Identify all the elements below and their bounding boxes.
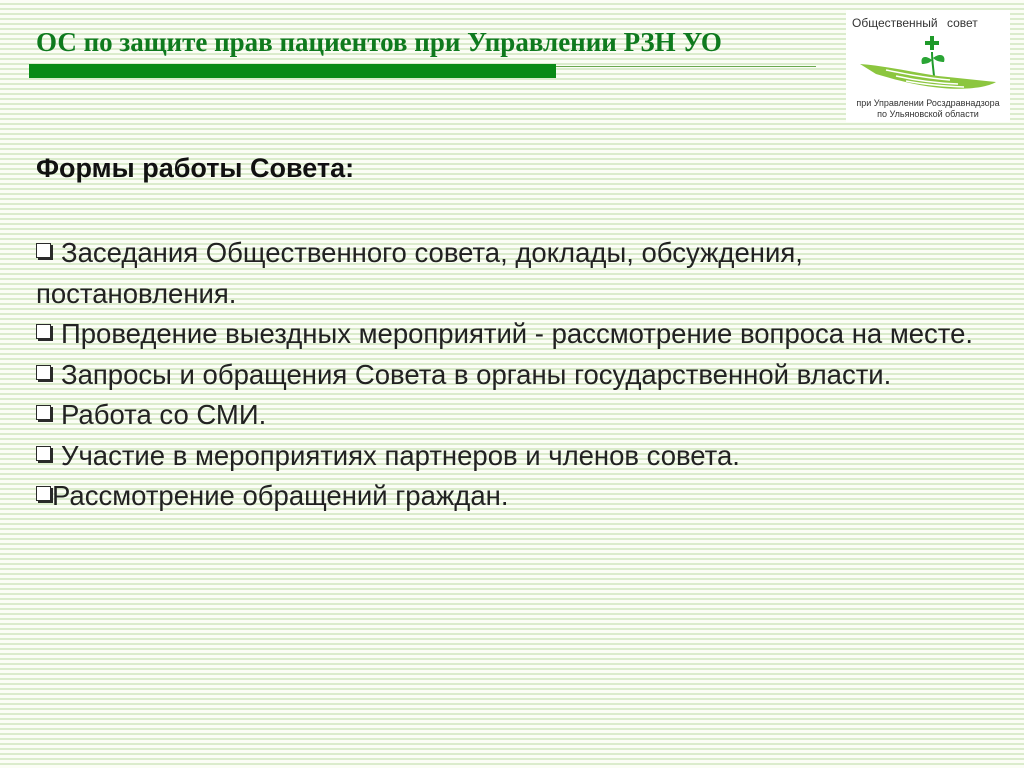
list-item — [36, 476, 996, 517]
forms-list — [36, 233, 996, 517]
logo-top-text: Общественный совет — [852, 16, 978, 30]
checkbox-bullet-icon — [36, 486, 51, 501]
checkbox-bullet-icon — [36, 243, 51, 258]
checkbox-bullet-icon — [36, 405, 51, 420]
checkbox-bullet-icon — [36, 365, 51, 380]
list-item-text: Запросы и обращения Совета в органы государственной власти. — [61, 358, 892, 390]
list-item — [36, 355, 996, 396]
page-title: ОС по защите прав пациентов при Управлении РЗН УО — [36, 27, 722, 57]
council-logo — [846, 10, 1010, 122]
checkbox-bullet-icon — [36, 324, 51, 339]
list-item — [36, 233, 996, 314]
logo-bottom-text-1: при Управлении Росздравнадзора — [856, 98, 1000, 108]
list-item-text: Проведение выездных мероприятий - рассмотрение вопроса на месте. — [61, 318, 974, 349]
checkbox-bullet-icon — [36, 446, 51, 461]
section-heading: Формы работы Совета: — [36, 153, 355, 183]
header-accent-bar — [29, 64, 556, 78]
logo-bottom-text-2: по Ульяновской области — [877, 109, 979, 119]
list-item-text: Заседания Общественного совета, доклады, обсуждения, постановления. — [36, 237, 803, 309]
list-item-text: Работа со СМИ. — [61, 399, 267, 430]
list-item-text: Рассмотрение обращений граждан. — [52, 480, 509, 511]
list-item — [36, 314, 996, 355]
header-divider-line — [556, 66, 816, 67]
list-item — [36, 395, 996, 436]
list-item-text: Участие в мероприятиях партнеров и членов совета. — [61, 439, 740, 471]
list-item — [36, 436, 996, 477]
